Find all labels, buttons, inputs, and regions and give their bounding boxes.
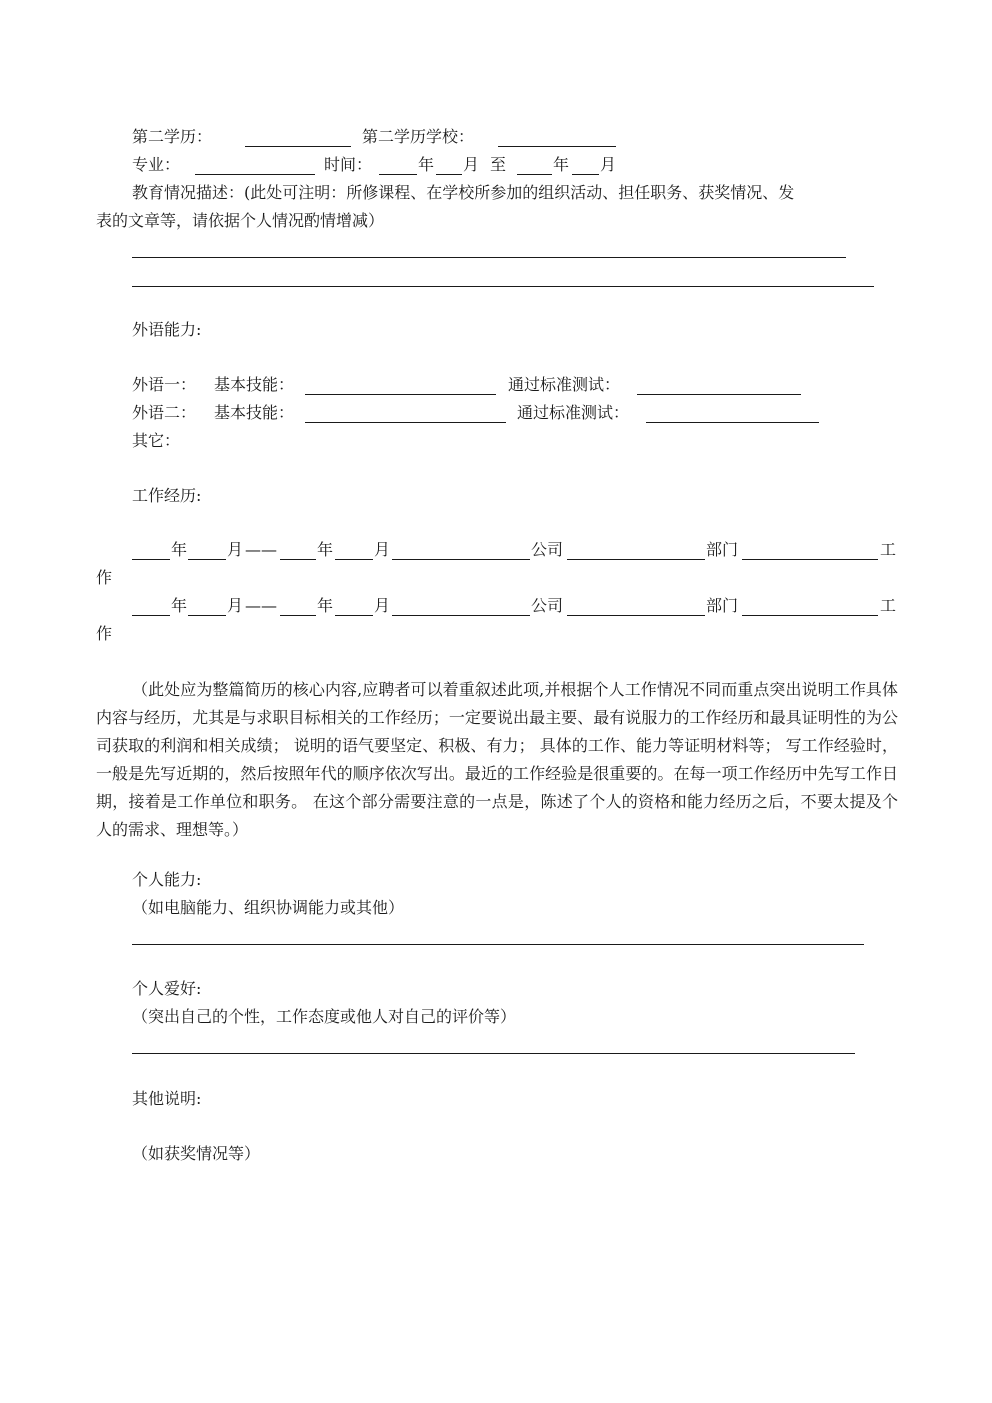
lang2-skill-label: 基本技能： <box>214 403 295 422</box>
work2-start-month-blank[interactable] <box>188 615 226 616</box>
lang1-test-blank[interactable] <box>637 394 801 395</box>
start-year-blank[interactable] <box>379 174 417 175</box>
second-school-label: 第二学历学校： <box>362 127 475 146</box>
time-label: 时间： <box>324 155 373 174</box>
work1-start-month-unit: 月 <box>227 540 244 559</box>
major-label: 专业： <box>132 155 181 174</box>
work2-company-blank[interactable] <box>392 615 530 616</box>
work2-start-year-blank[interactable] <box>132 615 170 616</box>
hobby-blank[interactable] <box>132 1053 855 1054</box>
start-month-blank[interactable] <box>436 174 462 175</box>
work1-end-year-unit: 年 <box>317 540 334 559</box>
work1-position-blank[interactable] <box>742 559 878 560</box>
hobby-hint: （突出自己的个性，工作态度或他人对自己的评价等） <box>132 1007 517 1026</box>
second-degree-label: 第二学历： <box>132 127 213 146</box>
work2-end-year-unit: 年 <box>317 596 334 615</box>
lang2-label: 外语二： <box>132 403 197 422</box>
other-hint: （如获奖情况等） <box>132 1144 261 1163</box>
work1-start-year-unit: 年 <box>171 540 188 559</box>
work2-start-month-unit: 月 <box>227 596 244 615</box>
work2-position-blank[interactable] <box>742 615 878 616</box>
lang2-test-blank[interactable] <box>646 422 819 423</box>
end-month-unit: 月 <box>600 155 617 174</box>
lang2-skill-blank[interactable] <box>305 422 506 423</box>
lang1-label: 外语一： <box>132 375 197 394</box>
work1-company-label: 公司 <box>531 540 564 559</box>
work1-department-blank[interactable] <box>567 559 705 560</box>
work2-work-char2: 作 <box>96 624 113 643</box>
lang1-test-label: 通过标准测试： <box>508 375 621 394</box>
start-month-unit: 月 <box>463 155 480 174</box>
lang2-test-label: 通过标准测试： <box>517 403 630 422</box>
work1-start-year-blank[interactable] <box>132 559 170 560</box>
work1-end-year-blank[interactable] <box>280 559 316 560</box>
work2-department-label: 部门 <box>706 596 739 615</box>
work2-start-year-unit: 年 <box>171 596 188 615</box>
work2-work-char1: 工 <box>880 596 897 615</box>
work1-work-char2: 作 <box>96 568 113 587</box>
hobby-heading: 个人爱好: <box>132 979 202 998</box>
work2-department-blank[interactable] <box>567 615 705 616</box>
other-heading: 其他说明: <box>132 1089 202 1108</box>
work-note-paragraph: （此处应为整篇简历的核心内容,应聘者可以着重叙述此项,并根据个人工作情况不同而重点突出说明工作具体内容与经历，尤其是与求职目标相关的工作经历；一定要说出最主要、最有说服力的工作经历和最具证明性的为公司获取的利润和相关成绩； 说明的语气要坚定、积极、有力； 具体的工作、能力等证明材料等； 写工作经验时，一般是先写近期的，然后按照年代的顺序依次写出。最近的工作经验是很重要的。在每一项工作经历中先写工作日期，接着是工作单位和职务。 在这个部分需要注意的一点是，陈述了个人的资格和能力经历之后，不要太提及个人的需求、理想等。） <box>96 680 898 839</box>
work-heading: 工作经历: <box>132 486 202 505</box>
education-desc-line2: 表的文章等，请依据个人情况酌情增减） <box>96 211 385 230</box>
end-year-unit: 年 <box>553 155 570 174</box>
other-language-label: 其它： <box>132 431 181 450</box>
work2-end-month-blank[interactable] <box>335 615 373 616</box>
work1-end-month-blank[interactable] <box>335 559 373 560</box>
work1-end-month-unit: 月 <box>374 540 391 559</box>
work2-dash: —— <box>245 596 277 615</box>
work2-company-label: 公司 <box>531 596 564 615</box>
start-year-unit: 年 <box>418 155 435 174</box>
work1-work-char1: 工 <box>880 540 897 559</box>
ability-blank[interactable] <box>132 944 864 945</box>
work1-company-blank[interactable] <box>392 559 530 560</box>
second-school-blank[interactable] <box>498 146 616 147</box>
work2-end-year-blank[interactable] <box>280 615 316 616</box>
to-label: 至 <box>490 155 507 174</box>
education-desc-blank-2[interactable] <box>132 286 874 287</box>
ability-heading: 个人能力: <box>132 870 202 889</box>
lang1-skill-label: 基本技能： <box>214 375 295 394</box>
language-heading: 外语能力: <box>132 320 202 339</box>
lang1-skill-blank[interactable] <box>305 394 496 395</box>
education-desc-line1: 教育情况描述：(此处可注明：所修课程、在学校所参加的组织活动、担任职务、获奖情况、发 <box>132 183 795 202</box>
second-degree-blank[interactable] <box>245 146 351 147</box>
major-blank[interactable] <box>195 174 315 175</box>
work2-end-month-unit: 月 <box>374 596 391 615</box>
work1-start-month-blank[interactable] <box>188 559 226 560</box>
ability-hint: （如电脑能力、组织协调能力或其他） <box>132 898 405 917</box>
work1-department-label: 部门 <box>706 540 739 559</box>
work1-dash: —— <box>245 540 277 559</box>
end-month-blank[interactable] <box>572 174 599 175</box>
education-desc-blank-1[interactable] <box>132 257 846 258</box>
end-year-blank[interactable] <box>517 174 552 175</box>
